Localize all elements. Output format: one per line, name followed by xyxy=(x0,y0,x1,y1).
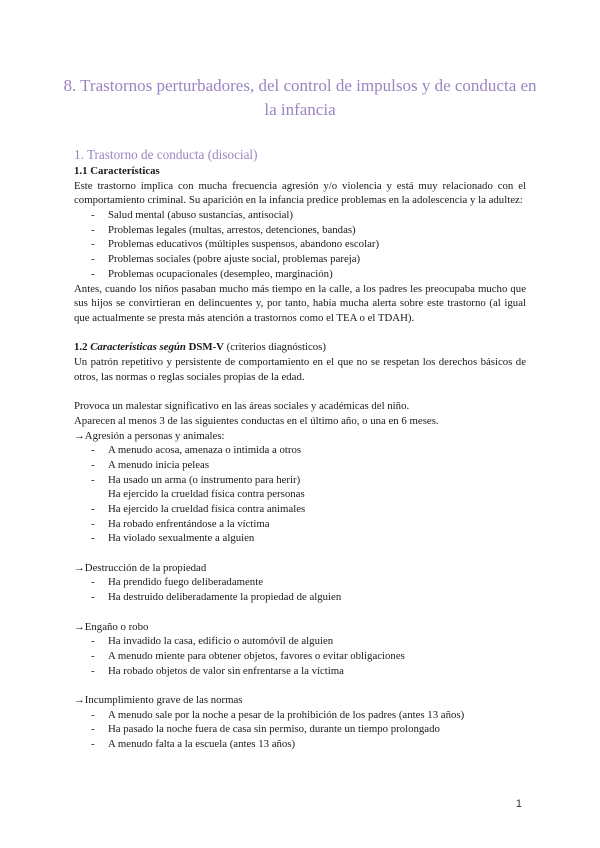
list-item: - Problemas educativos (múltiples suspensos, abandono escolar) xyxy=(91,238,380,251)
list-item: - Ha robado objetos de valor sin enfrentarse a la víctima xyxy=(91,664,344,677)
destruction-list xyxy=(74,575,526,604)
dash-bullet: - xyxy=(91,444,95,457)
list-item: - Problemas ocupacionales (desempleo, marginación) xyxy=(91,267,333,280)
list-item: - A menudo acosa, amenaza o intimida a otros xyxy=(91,444,302,457)
malestar-line: Provoca un malestar significativo en las áreas sociales y académicas del niño. xyxy=(74,400,410,413)
context-paragraph: Antes, cuando los niños pasaban mucho más tiempo en la calle, a los padres les preocupaba mucho que sus hijos se convirtieran en delincuentes y, por tanto, había mucha alerta sobre este trastorno (al igual que actualmente se presta más atención a trastornos como el TEA o el TDAH). xyxy=(74,282,526,324)
dash-bullet: - xyxy=(91,708,95,721)
list-item: - Salud mental (abuso sustancias, antisocial) xyxy=(91,209,294,222)
dash-bullet: - xyxy=(91,664,95,677)
list-item: - Ha invadido la casa, edificio o automóvil de alguien xyxy=(91,635,334,648)
list-item: - Ha robado enfrentándose a la víctima xyxy=(91,517,270,530)
dash-bullet: - xyxy=(91,223,95,236)
dash-bullet: - xyxy=(91,253,95,266)
deceit-list xyxy=(74,634,526,678)
dash-bullet: - xyxy=(91,649,95,662)
problems-list xyxy=(74,208,526,281)
dash-bullet: - xyxy=(91,738,95,751)
dash-bullet: - xyxy=(91,238,95,251)
subsection-heading-dsm: 1.2 Características según DSM-V (criterios diagnósticos) xyxy=(74,341,326,354)
dash-bullet: - xyxy=(91,209,95,222)
group-label-deceit: →Engaño o robo xyxy=(74,620,149,633)
list-item: Ha ejercido la crueldad física contra personas xyxy=(108,488,305,501)
list-item: - Ha destruido deliberadamente la propiedad de alguien xyxy=(91,591,342,604)
group-label-aggression: →Agresión a personas y animales: xyxy=(74,429,225,442)
page-number: 1 xyxy=(515,798,522,810)
pattern-paragraph: Un patrón repetitivo y persistente de comportamiento en el que no se respetan los derechos básicos de otros, las normas o reglas sociales propias de la edad. xyxy=(74,356,526,383)
dash-bullet: - xyxy=(91,503,95,515)
rules-list xyxy=(74,708,526,752)
dash-bullet: - xyxy=(91,591,95,604)
list-item: - A menudo inicia peleas xyxy=(91,458,210,471)
list-item: - A menudo sale por la noche a pesar de la prohibición de los padres (antes 13 años) xyxy=(91,708,465,721)
list-item: - Ha violado sexualmente a alguien xyxy=(91,532,255,545)
dash-bullet: - xyxy=(91,473,95,486)
intro-paragraph: Este trastorno implica con mucha frecuencia agresión y/o violencia y está muy relacionado con el comportamiento criminal. Su aparición en la infancia predice problemas en la adolescencia y la adultez: xyxy=(74,179,526,207)
list-item: - Ha pasado la noche fuera de casa sin permiso, durante un tiempo prolongado xyxy=(91,723,440,736)
aggression-list xyxy=(74,443,526,546)
list-item: - Ha ejercido la crueldad física contra animales xyxy=(91,503,306,515)
list-item: - Problemas sociales (pobre ajuste social, problemas pareja) xyxy=(91,253,361,266)
list-item: - A menudo falta a la escuela (antes 13 años) xyxy=(91,738,296,751)
list-item: - Problemas legales (multas, arrestos, detenciones, bandas) xyxy=(91,223,356,236)
dash-bullet: - xyxy=(91,458,95,471)
dash-bullet: - xyxy=(91,267,95,280)
section-body xyxy=(74,164,526,752)
dash-bullet: - xyxy=(91,517,95,530)
dash-bullet: - xyxy=(91,576,95,589)
group-label-destruction: →Destrucción de la propiedad xyxy=(74,561,207,574)
dash-bullet: - xyxy=(91,635,95,648)
section-heading: 1. Trastorno de conducta (disocial) xyxy=(74,147,258,162)
dash-bullet: - xyxy=(91,532,95,545)
criteria-line: Aparecen al menos 3 de las siguientes conductas en el último año, o una en 6 meses. xyxy=(74,414,439,427)
document-title: 8. Trastornos perturbadores, del control de impulsos y de conducta en la infancia xyxy=(63,76,537,119)
dash-bullet: - xyxy=(91,723,95,736)
group-label-rules: →Incumplimiento grave de las normas xyxy=(74,693,243,706)
list-item: - Ha prendido fuego deliberadamente xyxy=(91,576,263,589)
list-item: - Ha usado un arma (o instrumento para herir) xyxy=(91,473,301,486)
list-item: - A menudo miente para obtener objetos, favores o evitar obligaciones xyxy=(91,649,405,662)
subsection-heading-characteristics: 1.1 Características xyxy=(74,165,160,177)
